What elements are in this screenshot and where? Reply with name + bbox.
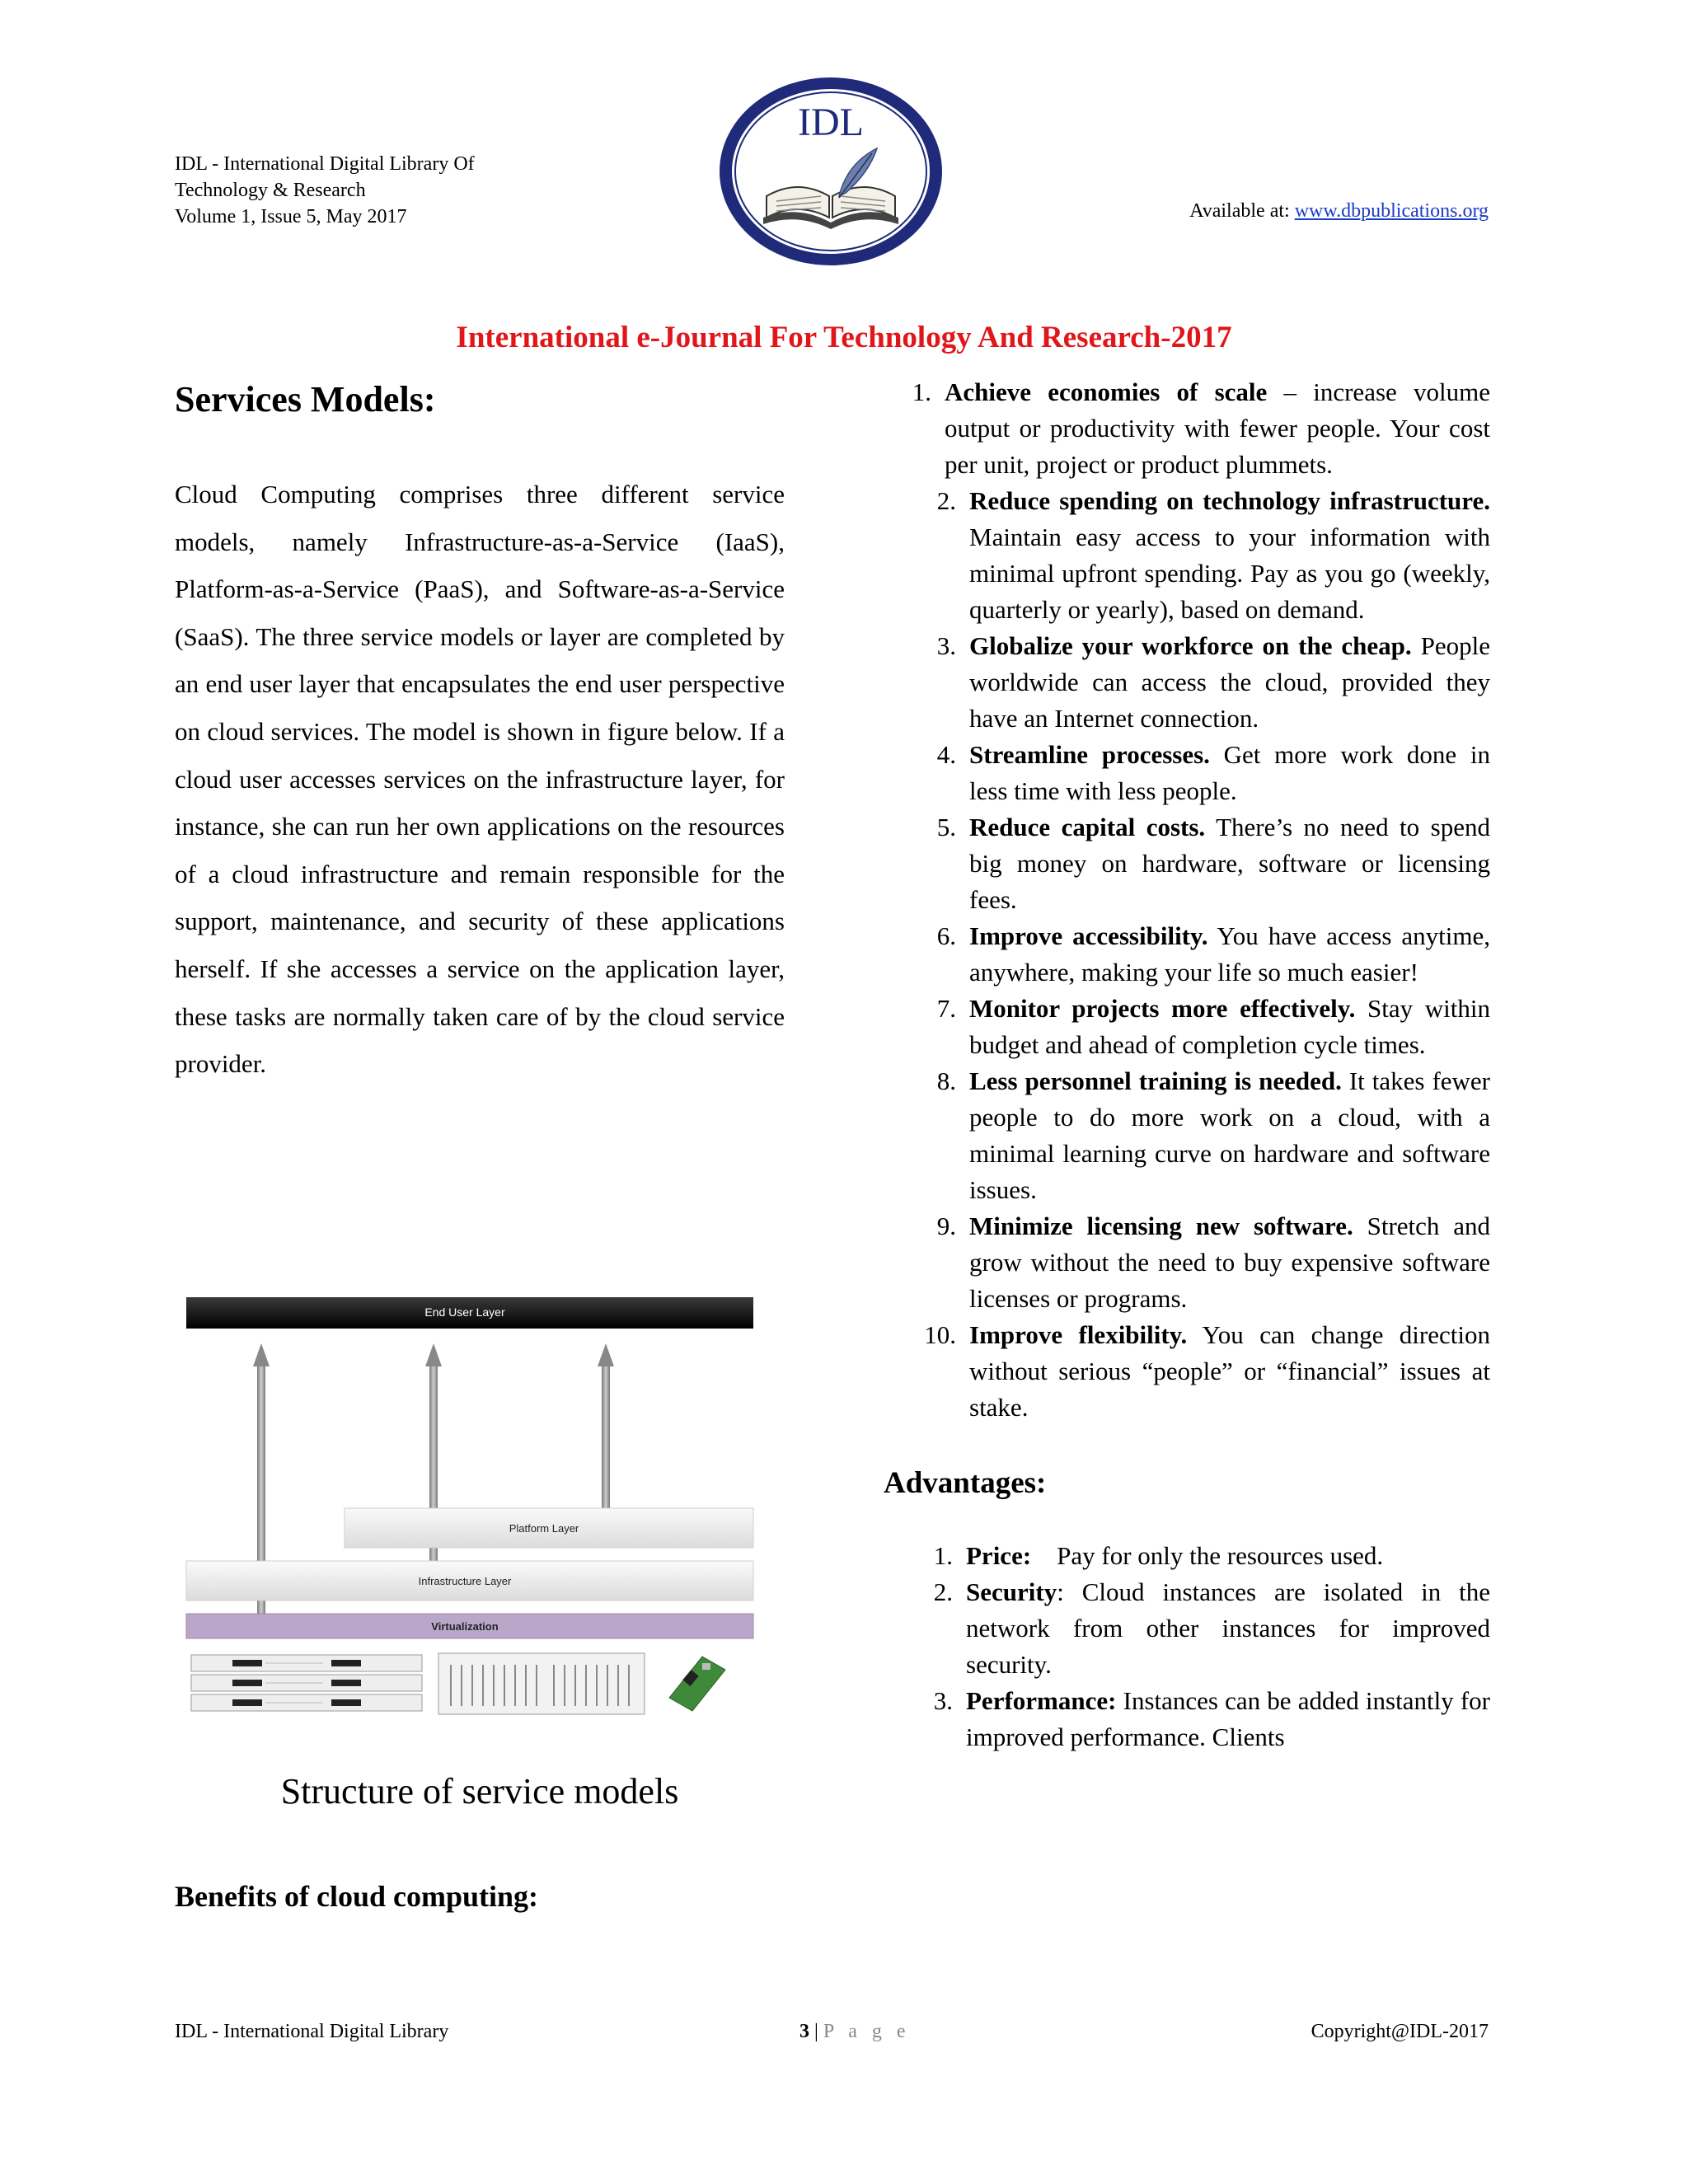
list-item-number: 10.	[924, 1320, 956, 1349]
list-item	[917, 1208, 1490, 1317]
list-item-text: Instances can be added instantly for improved performance. Clients	[966, 1686, 1490, 1751]
list-item-title: Globalize your workforce on the cheap.	[969, 631, 1412, 660]
rack-servers-icon	[191, 1655, 422, 1711]
list-item-title: Improve flexibility.	[969, 1320, 1188, 1349]
publication-link[interactable]: www.dbpublications.org	[1294, 200, 1489, 222]
list-item	[917, 1538, 1490, 1574]
list-item	[917, 737, 1490, 809]
list-item	[917, 1683, 1490, 1755]
list-item-number: 2.	[936, 486, 956, 515]
page-separator: |	[809, 2021, 823, 2042]
list-item-title: Improve accessibility.	[969, 921, 1208, 950]
end-user-layer-label: End User Layer	[424, 1305, 505, 1319]
list-item-text: There’s no need to spend big money on hardware, software or licensing fees.	[969, 813, 1490, 914]
advantages-heading: Advantages:	[884, 1466, 1047, 1500]
list-item-title: Reduce capital costs.	[969, 813, 1206, 841]
journal-title: International e-Journal For Technology And Research-2017	[456, 321, 1232, 354]
idl-logo	[715, 73, 946, 270]
list-item	[917, 1317, 1490, 1426]
service-models-diagram	[175, 1269, 776, 1731]
list-item-number: 5.	[936, 813, 956, 841]
logo-text: IDL	[798, 101, 864, 144]
virtualization-label: Virtualization	[431, 1620, 499, 1633]
list-item-text: : Cloud instances are isolated in the network from other instances for improved security.	[966, 1577, 1490, 1679]
list-item-text: Stretch and grow without the need to buy expensive software licenses or programs.	[969, 1212, 1490, 1313]
list-item-title: Achieve economies of scale	[945, 377, 1268, 406]
page-label: P a g e	[823, 2021, 911, 2042]
benefits-heading: Benefits of cloud computing:	[175, 1880, 538, 1913]
page-number-value: 3	[799, 2021, 809, 2042]
infrastructure-layer-label: Infrastructure Layer	[418, 1575, 512, 1587]
page-number	[799, 2021, 911, 2043]
list-item-text: It takes fewer people to do more work on a cloud, with a minimal learning curve on hardware and software issues.	[969, 1066, 1490, 1204]
list-item	[917, 918, 1490, 991]
journal-info-line-2: Technology & Research	[175, 180, 366, 201]
list-item-number: 2.	[933, 1577, 953, 1606]
list-item-number: 3.	[936, 631, 956, 660]
platform-layer-label: Platform Layer	[509, 1522, 579, 1535]
list-item-number: 7.	[936, 994, 956, 1023]
list-item	[917, 1063, 1490, 1208]
list-item-number: 8.	[936, 1066, 956, 1095]
list-item	[917, 809, 1490, 918]
list-item-title: Less personnel training is needed.	[969, 1066, 1342, 1095]
availability-label: Available at:	[1189, 200, 1295, 222]
availability	[1189, 200, 1489, 223]
list-item-text: Maintain easy access to your information with minimal upfront spending. Pay as you go (weekly, quarterly or yearly), based on demand.	[969, 523, 1490, 624]
services-models-heading: Services Models:	[175, 379, 436, 419]
list-item-text: – increase volume output or productivity with fewer people. Your cost per unit, project or product plummets.	[945, 377, 1490, 479]
list-item-text: You have access anytime, anywhere, making your life so much easier!	[969, 921, 1490, 987]
list-item-number: 4.	[936, 740, 956, 769]
list-item-number: 1.	[912, 377, 931, 406]
list-item-number: 9.	[936, 1212, 956, 1240]
benefits-list	[912, 374, 1491, 1426]
list-item-number: 6.	[936, 921, 956, 950]
footer-copyright: Copyright@IDL-2017	[1311, 2021, 1489, 2042]
list-item-title: Monitor projects more effectively.	[969, 994, 1356, 1023]
list-item-number: 1.	[933, 1541, 953, 1570]
list-item	[917, 628, 1490, 737]
network-card-icon	[669, 1657, 725, 1711]
list-item-title: Minimize licensing new software.	[969, 1212, 1353, 1240]
right-column	[884, 374, 1491, 1755]
arrow-icon	[598, 1343, 614, 1518]
list-item-number: 3.	[933, 1686, 953, 1715]
footer-left: IDL - International Digital Library	[175, 2021, 449, 2042]
list-item-text: You can change direction without serious “people” or “financial” issues at stake.	[969, 1320, 1490, 1422]
journal-info-line-3: Volume 1, Issue 5, May 2017	[175, 206, 407, 227]
list-item-title: Security	[966, 1577, 1057, 1606]
storage-array-icon	[438, 1653, 645, 1714]
list-item	[892, 374, 1490, 483]
list-item-title: Reduce spending on technology infrastructure.	[969, 486, 1490, 515]
journal-info-line-1: IDL - International Digital Library Of	[175, 153, 475, 175]
list-item-text: People worldwide can access the cloud, provided they have an Internet connection.	[969, 631, 1490, 733]
services-models-paragraph: Cloud Computing comprises three different service models, namely Infrastructure-as-a-Service (IaaS), Platform-as-a-Service (PaaS), and Software-as-a-Service (SaaS). The three service models or layer are completed by an end user layer that encapsulates the end user perspective on cloud services. The model is shown in figure below. If a cloud user accesses services on the infrastructure layer, for instance, she can run her own applications on the resources of a cloud infrastructure and remain responsible for the support, maintenance, and security of these applications herself. If she accesses a service on the application layer, these tasks are normally taken care of by the cloud service provider.	[175, 480, 785, 1079]
list-item-title: Price:	[966, 1541, 1032, 1570]
list-item	[917, 1574, 1490, 1683]
journal-info	[175, 151, 603, 230]
advantages-list	[917, 1538, 1490, 1755]
list-item-text: Pay for only the resources used.	[1031, 1541, 1384, 1570]
list-item-text: Get more work done in less time with less people.	[969, 740, 1490, 805]
list-item	[917, 483, 1490, 628]
list-item-title: Performance:	[966, 1686, 1117, 1715]
list-item	[917, 991, 1490, 1063]
list-item-text: Stay within budget and ahead of completion cycle times.	[969, 994, 1491, 1059]
figure-caption: Structure of service models	[280, 1771, 679, 1811]
list-item-title: Streamline processes.	[969, 740, 1210, 769]
left-column	[175, 375, 785, 1088]
